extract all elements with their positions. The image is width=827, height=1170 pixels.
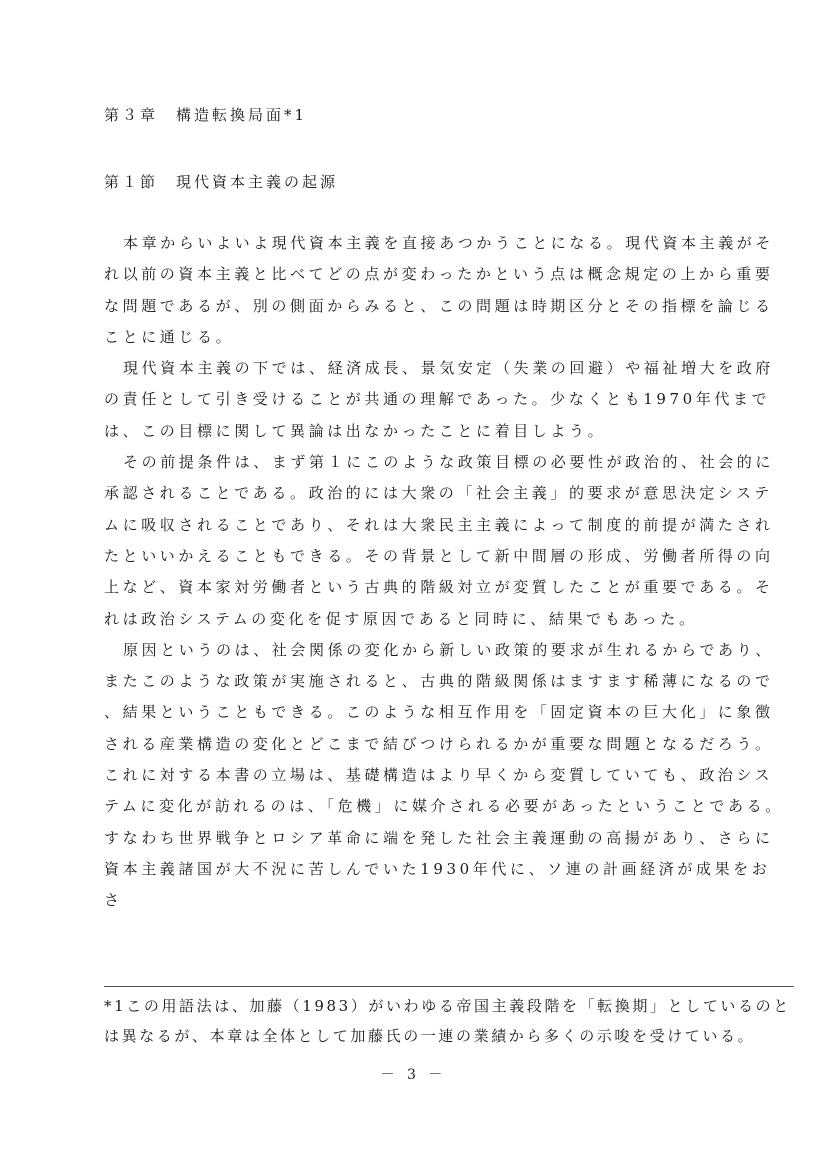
section-heading: 第１節 現代資本主義の起源 (104, 173, 339, 191)
paragraph-4: 原因というのは、社会関係の変化から新しい政策的要求が生れるからであり、またこのような政策が実施されると、古典的階級関係はますます稀薄になるので、結果ということもできる。このような相互作用を「固定資本の巨大化」に象徴される産業構造の変化とどこまで結びつけられるかが重要な問題となるだろう。これに対する本書の立場は、基礎構造はより早くから変質していても、政治システムに変化が訪れるのは、「危機」に媒介される必要があったということである。すなわち世界戦争とロシア革命に端を発した社会主義運動の高揚があり、さらに資本主義諸国が大不況に苦しんでいた1930年代に、ソ連の計画経済が成果をおさ (104, 640, 784, 910)
footnote: *1この用語法は、加藤（1983）がいわゆる帝国主義段階を「転換期」としているのとは異なるが、本章は全体として加藤氏の一連の業績から多くの示唆を受けている。 (104, 997, 791, 1045)
paragraph-2: 現代資本主義の下では、経済成長、景気安定（失業の回避）や福祉増大を政府の責任として引き受けることが共通の理解であった。少なくとも1970年代までは、この目標に関して異論は出なかったことに着目しよう。 (104, 359, 775, 440)
paragraph-3: その前提条件は、まず第１にこのような政策目標の必要性が政治的、社会的に承認されることである。政治的には大衆の「社会主義」的要求が意思決定システムに吸収されることであり、それは大衆民主主義によって制度的前提が満たされたといいかえることもできる。その背景として新中間層の形成、労働者所得の向上など、資本家対労働者という古典的階級対立が変質したことが重要である。それは政治システムの変化を促す原因であると同時に、結果でもあった。 (104, 453, 775, 628)
body-text (104, 228, 784, 917)
page-number: － 3 － (380, 1067, 447, 1083)
paragraph-1: 本章からいよいよ現代資本主義を直接あつかうことになる。現代資本主義がそれ以前の資本主義と比べてどの点が変わったかという点は概念規定の上から重要な問題であるが、別の側面からみると、この問題は時期区分とその指標を論じることに通じる。 (104, 234, 775, 346)
footnote-divider (104, 986, 794, 987)
chapter-heading: 第３章 構造転換局面*1 (104, 106, 308, 124)
